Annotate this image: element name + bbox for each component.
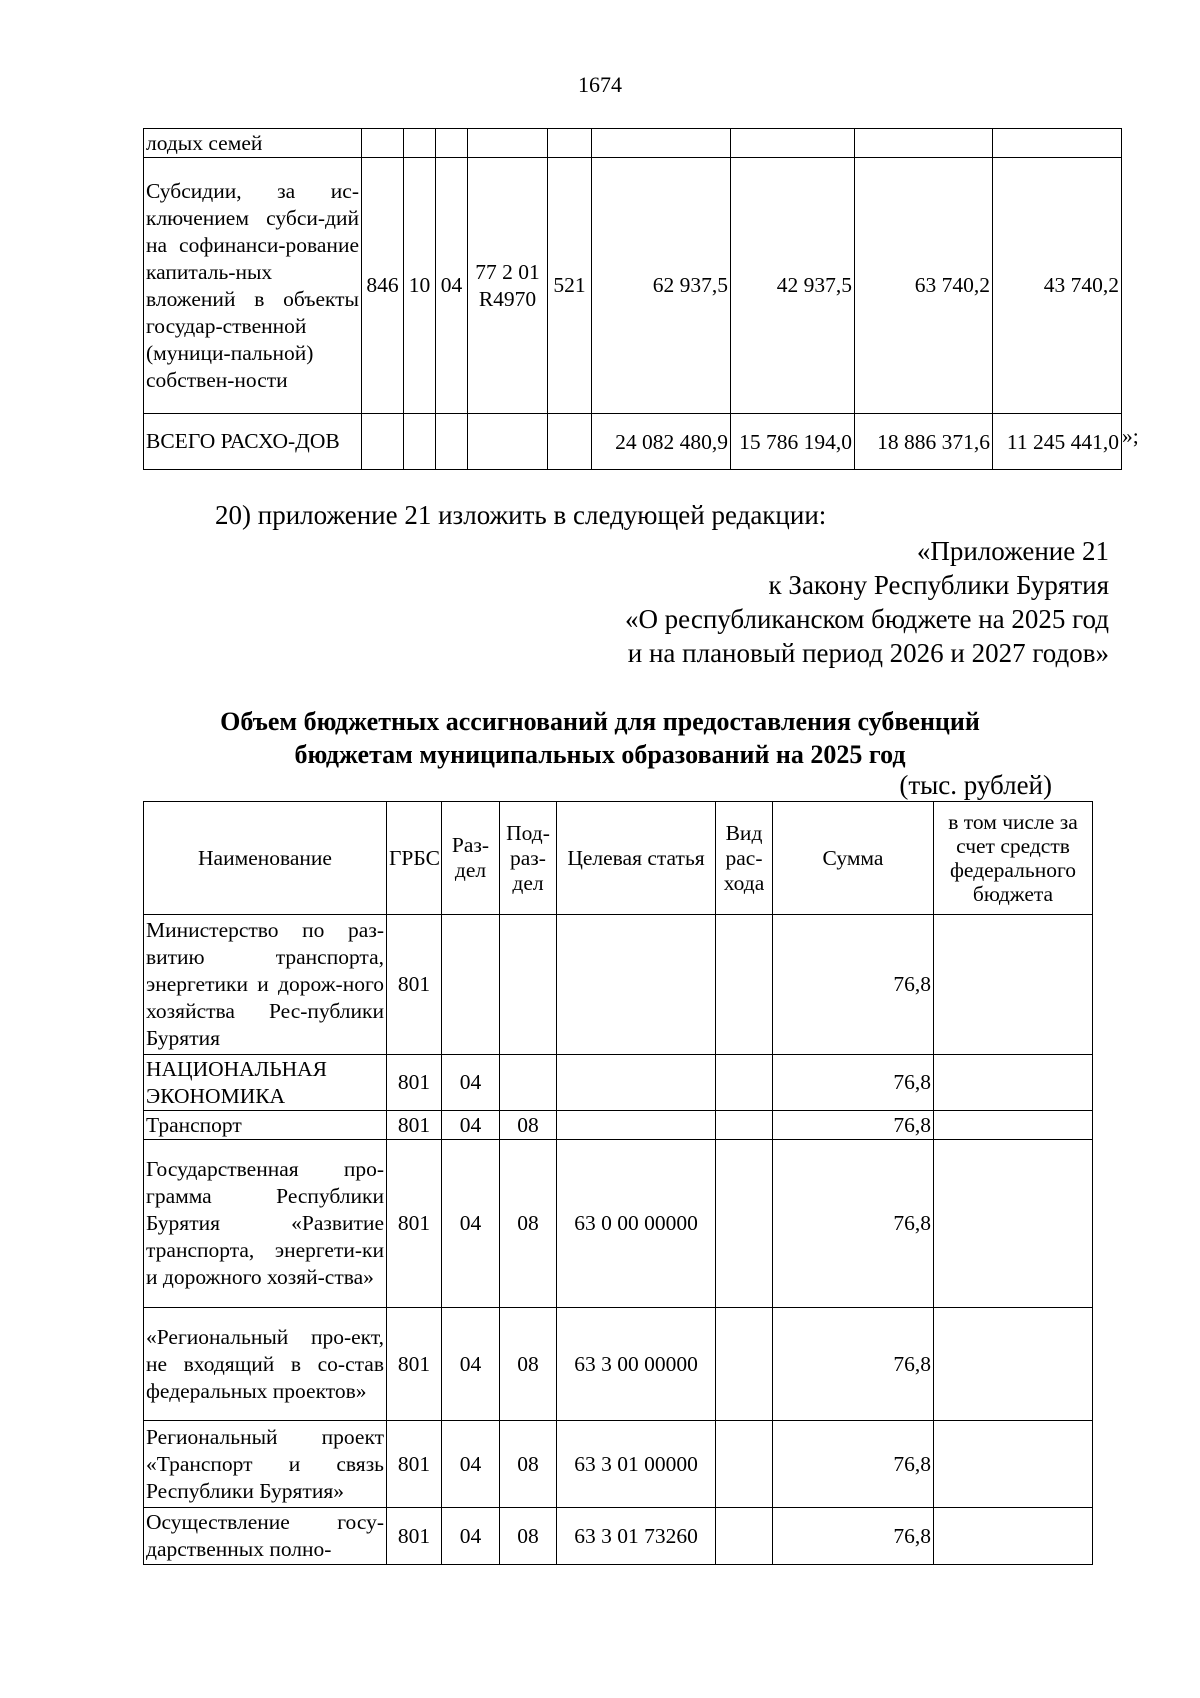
row-grbs <box>362 129 404 158</box>
header-razdel: Раз-дел <box>442 802 500 915</box>
row-podrazdel: 04 <box>436 158 468 414</box>
row-value-1: 62 937,5 <box>592 158 731 414</box>
row-federal <box>934 1508 1093 1565</box>
row-value-2: 42 937,5 <box>731 158 855 414</box>
row-name: Региональный проект «Транспорт и связь Республики Бурятия» <box>144 1421 387 1508</box>
row-vid <box>716 1308 773 1421</box>
row-value-4 <box>993 129 1122 158</box>
appendix-line-4: и на плановый период 2026 и 2027 годов» <box>627 638 1109 668</box>
row-federal <box>934 1308 1093 1421</box>
row-target: 77 2 01 R4970 <box>468 158 548 414</box>
row-grbs: 801 <box>387 1308 442 1421</box>
row-grbs: 801 <box>387 1421 442 1508</box>
table-row <box>144 1308 1093 1421</box>
row-name: НАЦИОНАЛЬНАЯ ЭКОНОМИКА <box>144 1055 387 1111</box>
row-name: лодых семей <box>144 129 362 158</box>
row-grbs: 801 <box>387 1111 442 1140</box>
row-vid <box>716 1111 773 1140</box>
table-row <box>144 129 1122 158</box>
units-label: (тыс. рублей) <box>899 770 1052 800</box>
row-podrazdel: 08 <box>500 1308 557 1421</box>
header-sum: Сумма <box>773 802 934 915</box>
header-federal: в том числе за счет средств федерального бюджета <box>934 802 1093 915</box>
row-federal <box>934 1111 1093 1140</box>
row-value-3: 18 886 371,6 <box>855 414 993 470</box>
document-title <box>0 705 1200 771</box>
title-line-2: бюджетам муниципальных образований на 2025 год <box>294 740 906 769</box>
table-header-row <box>144 802 1093 915</box>
row-target <box>468 129 548 158</box>
row-razdel: 10 <box>404 158 436 414</box>
row-value-2 <box>731 129 855 158</box>
row-target <box>557 915 716 1055</box>
row-name: Государственная про-грамма Республики Бурятия «Развитие транспорта, энергети-ки и дорожного хозяй-ства» <box>144 1140 387 1308</box>
row-razdel: 04 <box>442 1308 500 1421</box>
row-razdel <box>442 915 500 1055</box>
row-razdel: 04 <box>442 1140 500 1308</box>
row-sum: 76,8 <box>773 915 934 1055</box>
row-federal <box>934 915 1093 1055</box>
row-name: Субсидии, за ис-ключением субси-дий на софинанси-рование капиталь-ных вложений в объекты государ-ственной (муници-пальной) собствен-ности <box>144 158 362 414</box>
row-podrazdel: 08 <box>500 1421 557 1508</box>
row-value-4: 11 245 441,0 <box>993 414 1122 470</box>
row-grbs: 801 <box>387 1140 442 1308</box>
row-vid: 521 <box>548 158 592 414</box>
row-podrazdel <box>436 129 468 158</box>
row-podrazdel <box>436 414 468 470</box>
row-value-4: 43 740,2 <box>993 158 1122 414</box>
row-razdel: 04 <box>442 1421 500 1508</box>
header-name: Наименование <box>144 802 387 915</box>
appendix-header <box>625 534 1109 670</box>
row-name: «Региональный про-ект, не входящий в со-став федеральных проектов» <box>144 1308 387 1421</box>
row-target <box>468 414 548 470</box>
table-row <box>144 915 1093 1055</box>
header-vid: Вид рас-хода <box>716 802 773 915</box>
row-target: 63 3 01 00000 <box>557 1421 716 1508</box>
row-federal <box>934 1055 1093 1111</box>
row-grbs: 801 <box>387 1508 442 1565</box>
row-grbs: 801 <box>387 915 442 1055</box>
row-vid <box>548 129 592 158</box>
table-row <box>144 1421 1093 1508</box>
table-row <box>144 1508 1093 1565</box>
row-value-2: 15 786 194,0 <box>731 414 855 470</box>
row-vid <box>548 414 592 470</box>
row-name: Осуществление госу-дарственных полно- <box>144 1508 387 1565</box>
table-row <box>144 158 1122 414</box>
table-row <box>144 1111 1093 1140</box>
row-name: ВСЕГО РАСХО-ДОВ <box>144 414 362 470</box>
row-vid <box>716 1055 773 1111</box>
row-value-1: 24 082 480,9 <box>592 414 731 470</box>
row-vid <box>716 1508 773 1565</box>
row-name: Транспорт <box>144 1111 387 1140</box>
row-razdel: 04 <box>442 1055 500 1111</box>
row-vid <box>716 1140 773 1308</box>
row-podrazdel <box>500 1055 557 1111</box>
row-razdel <box>404 414 436 470</box>
table-row <box>144 1055 1093 1111</box>
row-federal <box>934 1140 1093 1308</box>
row-sum: 76,8 <box>773 1111 934 1140</box>
row-sum: 76,8 <box>773 1508 934 1565</box>
subvention-table <box>143 801 1093 1565</box>
row-razdel: 04 <box>442 1111 500 1140</box>
row-razdel <box>404 129 436 158</box>
page-number: 1674 <box>578 72 622 97</box>
table-closing-quote: »; <box>1122 424 1139 448</box>
row-sum: 76,8 <box>773 1308 934 1421</box>
row-podrazdel: 08 <box>500 1111 557 1140</box>
row-podrazdel: 08 <box>500 1508 557 1565</box>
appendix-line-2: к Закону Республики Бурятия <box>768 570 1109 600</box>
row-razdel: 04 <box>442 1508 500 1565</box>
row-sum: 76,8 <box>773 1140 934 1308</box>
title-line-1: Объем бюджетных ассигнований для предоставления субвенций <box>220 707 980 736</box>
row-target: 63 3 01 73260 <box>557 1508 716 1565</box>
header-grbs: ГРБС <box>387 802 442 915</box>
row-grbs <box>362 414 404 470</box>
previous-table <box>143 128 1122 470</box>
row-vid <box>716 915 773 1055</box>
row-value-3: 63 740,2 <box>855 158 993 414</box>
row-grbs: 846 <box>362 158 404 414</box>
header-podrazdel: Под-раз-дел <box>500 802 557 915</box>
row-grbs: 801 <box>387 1055 442 1111</box>
table-row <box>144 1140 1093 1308</box>
amendment-instruction: 20) приложение 21 изложить в следующей редакции: <box>215 500 827 530</box>
appendix-line-1: «Приложение 21 <box>916 536 1109 566</box>
row-value-3 <box>855 129 993 158</box>
row-sum: 76,8 <box>773 1055 934 1111</box>
row-target: 63 0 00 00000 <box>557 1140 716 1308</box>
row-target <box>557 1055 716 1111</box>
table-row-total <box>144 414 1122 470</box>
row-federal <box>934 1421 1093 1508</box>
appendix-line-3: «О республиканском бюджете на 2025 год <box>624 604 1109 634</box>
header-target: Целевая статья <box>557 802 716 915</box>
row-target: 63 3 00 00000 <box>557 1308 716 1421</box>
row-target <box>557 1111 716 1140</box>
row-podrazdel: 08 <box>500 1140 557 1308</box>
row-podrazdel <box>500 915 557 1055</box>
row-vid <box>716 1421 773 1508</box>
row-sum: 76,8 <box>773 1421 934 1508</box>
row-value-1 <box>592 129 731 158</box>
row-name: Министерство по раз-витию транспорта, энергетики и дорож-ного хозяйства Рес-публики Бурятия <box>144 915 387 1055</box>
